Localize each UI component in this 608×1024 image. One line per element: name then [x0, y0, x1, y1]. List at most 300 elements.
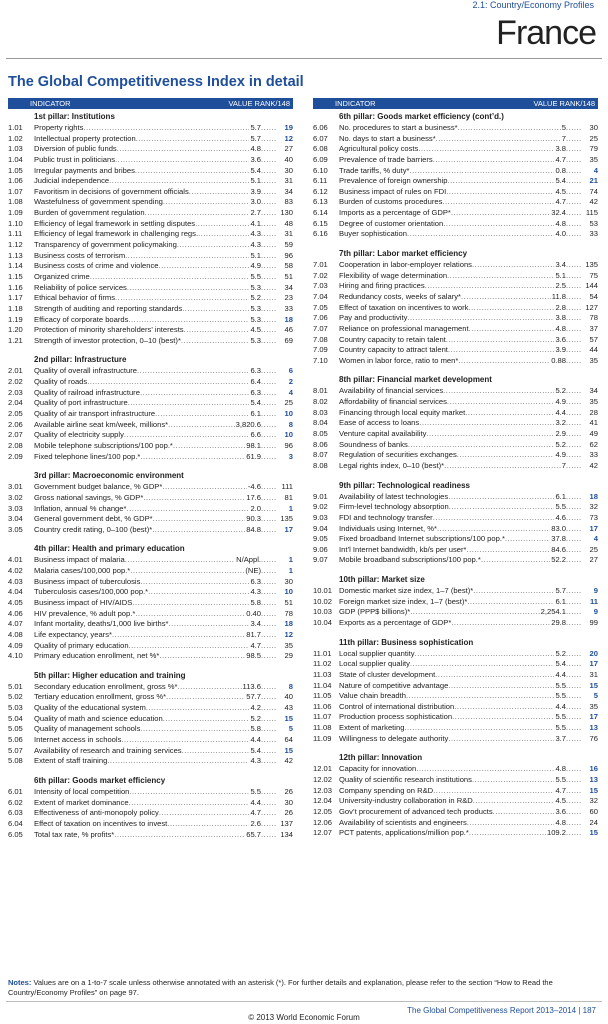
- indicator-value: 32.4: [551, 208, 566, 218]
- indicator-value: 5.1: [250, 250, 261, 260]
- indicator-code: 3.05: [8, 524, 23, 534]
- pillar-title: 11th pillar: Business sophistication: [339, 637, 474, 647]
- leader-dots: [125, 251, 249, 262]
- indicator-name: Soundness of banks: [339, 439, 408, 449]
- indicator-value: N/Appl.: [236, 555, 261, 565]
- indicator-row: [313, 681, 598, 692]
- indicator-value: 5.7: [250, 133, 261, 143]
- leader-dots: [566, 723, 582, 734]
- indicator-rank: 78: [284, 608, 293, 618]
- pillar-title: 2nd pillar: Infrastructure: [34, 355, 127, 365]
- indicator-rank: 135: [585, 260, 598, 270]
- indicator-value: 4.1: [250, 218, 261, 228]
- indicator-code: 5.04: [8, 713, 23, 723]
- indicator-row: [313, 691, 598, 702]
- indicator-rank: 32: [589, 502, 598, 512]
- indicator-code: 8.01: [313, 386, 328, 396]
- indicator-rank: 15: [589, 680, 598, 690]
- leader-dots: [132, 598, 249, 609]
- indicator-name: Value chain breadth: [339, 691, 406, 701]
- leader-dots: [261, 598, 277, 609]
- leader-dots: [467, 597, 554, 608]
- indicator-rank: 137: [280, 818, 293, 828]
- leader-dots: [446, 187, 554, 198]
- leader-dots: [155, 409, 249, 420]
- indicator-row: [313, 450, 598, 461]
- indicator-value: 5.3: [250, 335, 261, 345]
- indicator-rank: 23: [284, 293, 293, 303]
- leader-dots: [129, 798, 250, 809]
- leader-dots: [166, 692, 245, 703]
- indicator-rank: 99: [589, 617, 598, 627]
- leader-dots: [566, 197, 582, 208]
- indicator-code: 1.10: [8, 218, 23, 228]
- leader-dots: [261, 240, 277, 251]
- indicator-value: 0.88: [551, 355, 566, 365]
- leader-dots: [415, 649, 555, 660]
- indicator-rank: 13: [589, 775, 598, 785]
- leader-dots: [566, 764, 582, 775]
- leader-dots: [409, 166, 554, 177]
- leader-dots: [433, 786, 554, 797]
- indicator-rank: 10: [284, 409, 293, 419]
- indicator-row: [8, 420, 293, 431]
- indicator-name: Quality of air transport infrastructure: [34, 409, 156, 419]
- indicator-value: 7: [561, 133, 566, 143]
- indicator-rank: 33: [589, 450, 598, 460]
- indicator-value: 4.2: [250, 703, 261, 713]
- leader-dots: [566, 324, 582, 335]
- leader-dots: [261, 197, 277, 208]
- indicator-name: Buyer sophistication: [339, 229, 407, 239]
- indicator-code: 12.02: [313, 775, 333, 785]
- indicator-code: 6.11: [313, 176, 328, 186]
- indicator-code: 4.10: [8, 651, 23, 661]
- indicator-value: 57.7: [246, 692, 261, 702]
- indicator-row: [8, 482, 293, 493]
- indicator-code: 1.17: [8, 293, 23, 303]
- indicator-name: Foreign market size index, 1–7 (best)*: [339, 596, 468, 606]
- indicator-name: Pay and productivity: [339, 313, 408, 323]
- leader-dots: [115, 155, 249, 166]
- indicator-name: Reliability of police services: [34, 282, 127, 292]
- indicator-code: 12.05: [313, 806, 333, 816]
- leader-dots: [115, 293, 249, 304]
- indicator-name: Firm-level technology absorption: [339, 502, 449, 512]
- leader-dots: [468, 303, 554, 314]
- indicator-row: [313, 607, 598, 618]
- indicator-value: 5.8: [250, 724, 261, 734]
- indicator-name: Quality of the educational system: [34, 703, 146, 713]
- leader-dots: [473, 796, 555, 807]
- indicator-name: Public trust in politicians: [34, 154, 116, 164]
- indicator-value: 5.4: [555, 176, 566, 186]
- indicator-name: Availability of latest technologies: [339, 491, 449, 501]
- indicator-code: 6.13: [313, 197, 328, 207]
- indicator-code: 7.03: [313, 281, 328, 291]
- indicator-rank: 4: [288, 387, 293, 397]
- pillar-title: 3rd pillar: Macroeconomic environment: [34, 471, 184, 481]
- indicator-row: [313, 429, 598, 440]
- leader-dots: [566, 796, 582, 807]
- leader-dots: [566, 597, 582, 608]
- indicator-row: [8, 409, 293, 420]
- indicator-rank: 17: [284, 524, 293, 534]
- indicator-rank: 30: [284, 797, 293, 807]
- indicator-row: [313, 335, 598, 346]
- indicator-row: [313, 828, 598, 839]
- indicator-name: Tuberculosis cases/100,000 pop.*: [34, 587, 149, 597]
- leader-dots: [261, 187, 277, 198]
- leader-dots: [566, 292, 582, 303]
- leader-dots: [112, 630, 245, 641]
- indicator-rank: 34: [589, 386, 598, 396]
- leader-dots: [261, 261, 277, 272]
- indicator-rank: 21: [589, 176, 598, 186]
- indicator-rank: 60: [589, 806, 598, 816]
- indicator-name: Legal rights index, 0–10 (best)*: [339, 460, 445, 470]
- left-pillar-list: [8, 111, 293, 840]
- indicator-row: [313, 712, 598, 723]
- leader-dots: [447, 397, 555, 408]
- indicator-rank: 96: [284, 250, 293, 260]
- indicator-name: Available airline seat km/week, millions*: [34, 419, 169, 429]
- indicator-rank: 12: [284, 629, 293, 639]
- indicator-name: Fixed broadband Internet subscriptions/100 pop.*: [339, 534, 505, 544]
- indicator-value: 2.5: [555, 281, 566, 291]
- leader-dots: [261, 420, 277, 431]
- indicator-name: Diversion of public funds: [34, 144, 117, 154]
- indicator-row: [313, 492, 598, 503]
- indicator-rank: 8: [288, 681, 293, 691]
- leader-dots: [261, 703, 277, 714]
- indicator-value: 65.7: [246, 829, 261, 839]
- indicator-rank: 25: [284, 398, 293, 408]
- leader-dots: [461, 292, 551, 303]
- indicator-code: 2.09: [8, 451, 23, 461]
- indicator-code: 10.02: [313, 596, 333, 606]
- indicator-code: 3.03: [8, 503, 23, 513]
- indicator-code: 6.06: [313, 123, 328, 132]
- indicator-row: [313, 440, 598, 451]
- indicator-code: 8.04: [313, 418, 328, 428]
- leader-dots: [261, 787, 277, 798]
- leader-dots: [261, 746, 277, 757]
- indicator-row: [313, 524, 598, 535]
- leader-dots: [447, 271, 554, 282]
- indicator-code: 6.07: [313, 133, 328, 143]
- leader-dots: [566, 649, 582, 660]
- leader-dots: [261, 229, 277, 240]
- leader-dots: [261, 155, 277, 166]
- leader-dots: [261, 641, 277, 652]
- indicator-name: Quality of electricity supply: [34, 430, 124, 440]
- indicator-row: [313, 324, 598, 335]
- indicator-name: Business costs of terrorism: [34, 250, 126, 260]
- leader-dots: [566, 229, 582, 240]
- indicator-value: 17.6: [246, 492, 261, 502]
- indicator-code: 9.01: [313, 491, 328, 501]
- indicator-value: 7: [561, 460, 566, 470]
- leader-dots: [566, 187, 582, 198]
- indicator-name: Capacity for innovation: [339, 764, 417, 774]
- indicator-code: 5.08: [8, 756, 23, 766]
- pillar-section: [313, 111, 598, 240]
- leader-dots: [261, 283, 277, 294]
- indicator-rank: 20: [589, 648, 598, 658]
- indicator-value: 5.2: [250, 293, 261, 303]
- indicator-rank: 1: [288, 566, 293, 576]
- indicator-rank: 76: [589, 733, 598, 743]
- indicator-name: Affordability of financial services: [339, 397, 447, 407]
- left-column: [8, 98, 293, 840]
- indicator-value: 98.1: [246, 440, 261, 450]
- indicator-rank: 54: [589, 291, 598, 301]
- indicator-value: 4.3: [250, 756, 261, 766]
- indicator-code: 8.03: [313, 407, 328, 417]
- indicator-value: 4.4: [250, 735, 261, 745]
- indicator-code: 1.20: [8, 325, 23, 335]
- indicator-row: [8, 808, 293, 819]
- indicator-code: 7.04: [313, 291, 328, 301]
- indicator-value: 4.8: [250, 144, 261, 154]
- leader-dots: [261, 441, 277, 452]
- indicator-rank: 25: [589, 544, 598, 554]
- indicator-row: [8, 283, 293, 294]
- indicator-code: 5.03: [8, 703, 23, 713]
- indicator-row: [8, 630, 293, 641]
- leader-dots: [261, 514, 277, 525]
- indicator-value: (NE): [245, 566, 261, 576]
- indicator-row: [8, 315, 293, 326]
- indicator-value: 5.4: [555, 659, 566, 669]
- indicator-row: [313, 545, 598, 556]
- indicator-code: 5.05: [8, 724, 23, 734]
- indicator-row: [313, 292, 598, 303]
- indicator-name: Government budget balance, % GDP*: [34, 482, 163, 492]
- indicator-code: 9.04: [313, 523, 328, 533]
- leader-dots: [426, 429, 554, 440]
- indicator-name: Redundancy costs, weeks of salary*: [339, 291, 461, 301]
- indicator-rank: 32: [589, 796, 598, 806]
- indicator-rank: 51: [284, 597, 293, 607]
- indicator-name: Efficiency of legal framework in challenging regs.: [34, 229, 199, 239]
- indicator-name: Willingness to delegate authority: [339, 733, 449, 743]
- indicator-code: 11.02: [313, 659, 332, 669]
- indicator-code: 2.07: [8, 430, 23, 440]
- indicator-code: 2.02: [8, 377, 23, 387]
- leader-dots: [566, 712, 582, 723]
- pillar-section: [8, 354, 293, 462]
- indicator-row: [8, 735, 293, 746]
- indicator-name: Transparency of government policymaking: [34, 240, 177, 250]
- indicator-row: [8, 134, 293, 145]
- indicator-name: Control of international distribution: [339, 701, 455, 711]
- indicator-code: 6.08: [313, 144, 328, 154]
- leader-dots: [169, 619, 250, 630]
- indicator-value: 5.5: [555, 502, 566, 512]
- indicator-name: Mobile telephone subscriptions/100 pop.*: [34, 440, 173, 450]
- indicator-name: Venture capital availability: [339, 429, 427, 439]
- indicator-code: 7.08: [313, 334, 328, 344]
- indicator-rank: 15: [284, 745, 293, 755]
- indicator-name: Wastefulness of government spending: [34, 197, 163, 207]
- indicator-rank: 134: [280, 829, 293, 839]
- indicator-name: No. days to start a business*: [339, 133, 436, 143]
- indicator-row: [8, 219, 293, 230]
- leader-dots: [566, 134, 582, 145]
- indicator-rank: 135: [280, 514, 293, 524]
- indicator-value: 3.6: [555, 806, 566, 816]
- leader-dots: [261, 134, 277, 145]
- indicator-code: 5.01: [8, 681, 23, 691]
- leader-dots: [261, 714, 277, 725]
- indicator-value: 5.5: [555, 680, 566, 690]
- indicator-value: 3.4: [555, 260, 566, 270]
- indicator-row: [313, 144, 598, 155]
- indicator-rank: 15: [284, 713, 293, 723]
- leader-dots: [182, 304, 249, 315]
- indicator-value: 0.40: [246, 608, 261, 618]
- indicator-rank: 10: [284, 430, 293, 440]
- indicator-row: [313, 418, 598, 429]
- leader-dots: [177, 240, 250, 251]
- indicator-name: Domestic market size index, 1–7 (best)*: [339, 586, 474, 596]
- leader-dots: [566, 440, 582, 451]
- leader-dots: [566, 828, 582, 839]
- indicator-value: 5.1: [250, 176, 261, 186]
- leader-dots: [261, 482, 277, 493]
- indicator-value: 113.6: [242, 681, 261, 691]
- indicator-row: [313, 534, 598, 545]
- column-header: [313, 98, 598, 109]
- leader-dots: [448, 734, 554, 745]
- indicator-name: General government debt, % GDP*: [34, 514, 153, 524]
- indicator-name: Secondary education enrollment, gross %*: [34, 681, 178, 691]
- leader-dots: [467, 818, 555, 829]
- indicator-code: 1.19: [8, 314, 23, 324]
- leader-dots: [167, 819, 249, 830]
- leader-dots: [195, 219, 249, 230]
- leader-dots: [457, 450, 555, 461]
- indicator-rank: 15: [589, 828, 598, 838]
- leader-dots: [178, 682, 242, 693]
- indicator-value: 5.3: [250, 282, 261, 292]
- indicator-row: [8, 452, 293, 463]
- leader-dots: [261, 398, 277, 409]
- indicator-value: 4.4: [250, 797, 261, 807]
- indicator-row: [313, 229, 598, 240]
- leader-dots: [481, 555, 550, 566]
- indicator-code: 11.06: [313, 701, 332, 711]
- indicator-code: 1.05: [8, 165, 23, 175]
- indicator-code: 2.01: [8, 366, 23, 376]
- indicator-value: 5.4: [250, 398, 261, 408]
- leader-dots: [128, 315, 249, 326]
- leader-dots: [126, 504, 249, 515]
- indicator-value: 61.9: [246, 451, 261, 461]
- pillar-section: [313, 752, 598, 838]
- indicator-value: -4.6: [247, 482, 261, 492]
- indicator-name: Internet access in schools: [34, 735, 122, 745]
- indicator-row: [8, 251, 293, 262]
- indicator-row: [313, 786, 598, 797]
- indicator-row: [313, 166, 598, 177]
- leader-dots: [566, 450, 582, 461]
- indicator-row: [313, 313, 598, 324]
- pillar-section: [313, 574, 598, 629]
- indicator-row: [313, 187, 598, 198]
- indicator-name: Organized crime: [34, 271, 90, 281]
- leader-dots: [135, 166, 250, 177]
- leader-dots: [163, 714, 250, 725]
- leader-dots: [435, 670, 554, 681]
- indicator-value: 4.8: [555, 817, 566, 827]
- leader-dots: [448, 492, 554, 503]
- indicator-row: [8, 366, 293, 377]
- indicator-code: 5.06: [8, 735, 23, 745]
- indicator-value: 3.8: [555, 144, 566, 154]
- leader-dots: [451, 208, 550, 219]
- leader-dots: [404, 723, 554, 734]
- indicator-code: 4.04: [8, 587, 23, 597]
- indicator-value: 98.5: [246, 651, 261, 661]
- column-header: [8, 98, 293, 109]
- leader-dots: [189, 187, 250, 198]
- leader-dots: [419, 418, 554, 429]
- indicator-row: [8, 240, 293, 251]
- indicator-rank: 13: [589, 723, 598, 733]
- leader-dots: [465, 408, 554, 419]
- indicator-code: 6.12: [313, 186, 328, 196]
- indicator-value: 3.9: [250, 186, 261, 196]
- leader-dots: [566, 618, 582, 629]
- indicator-code: 2.06: [8, 419, 23, 429]
- leader-dots: [90, 272, 250, 283]
- footer-divider: [6, 1001, 602, 1002]
- indicator-name: Prevalence of trade barriers: [339, 154, 433, 164]
- indicator-value: 4.9: [250, 261, 261, 271]
- indicator-code: 2.04: [8, 398, 23, 408]
- indicator-value: 6.3: [250, 366, 261, 376]
- indicator-rank: 79: [589, 144, 598, 154]
- leader-dots: [129, 787, 249, 798]
- leader-dots: [107, 756, 249, 767]
- indicator-value: 4.4: [555, 669, 566, 679]
- indicator-code: 4.08: [8, 629, 23, 639]
- indicator-code: 7.01: [313, 260, 328, 270]
- indicator-rank: 73: [589, 512, 598, 522]
- indicator-rank: 49: [589, 429, 598, 439]
- indicator-rank: 75: [589, 270, 598, 280]
- pillar-title: 6th pillar: Goods market efficiency: [34, 775, 166, 785]
- indicator-row: [313, 197, 598, 208]
- indicator-rank: 30: [284, 165, 293, 175]
- indicator-value: 6.6: [250, 430, 261, 440]
- indicator-name: HIV prevalence, % adult pop.*: [34, 608, 136, 618]
- indicator-name: Efficiency of legal framework in settling disputes: [34, 218, 196, 228]
- indicator-name: Tertiary education enrollment, gross %*: [34, 692, 167, 702]
- indicator-row: [8, 703, 293, 714]
- indicator-name: Local supplier quantity: [339, 648, 415, 658]
- indicator-value: 5.2: [250, 713, 261, 723]
- indicator-code: 11.08: [313, 723, 332, 733]
- indicator-name: GDP (PPP$ billions)*: [339, 607, 411, 617]
- leader-dots: [261, 325, 277, 336]
- indicator-code: 6.15: [313, 218, 328, 228]
- indicator-name: State of cluster development: [339, 669, 436, 679]
- leader-dots: [152, 525, 245, 536]
